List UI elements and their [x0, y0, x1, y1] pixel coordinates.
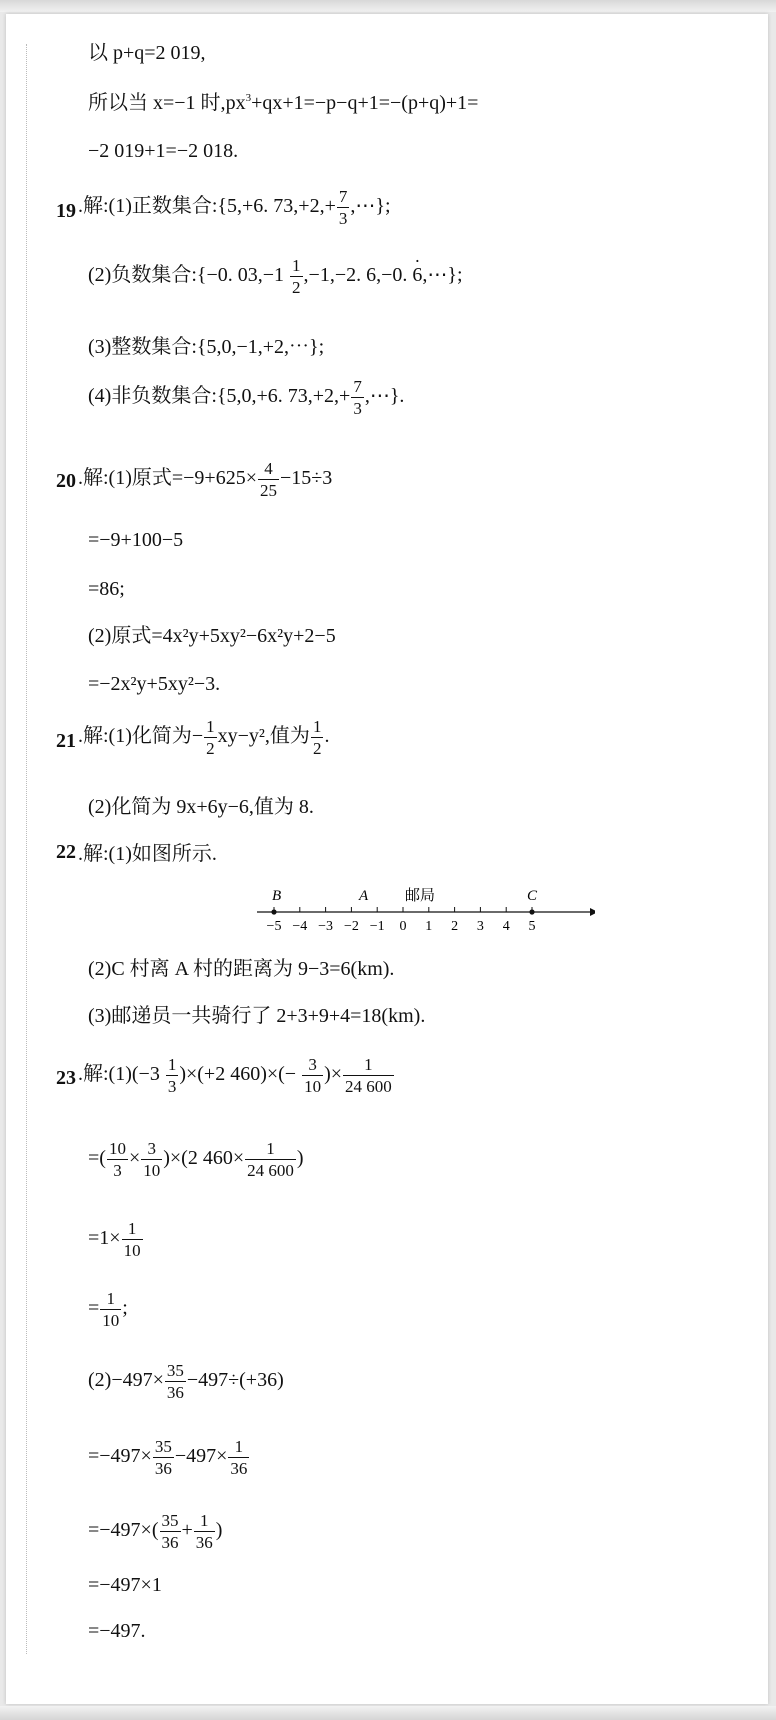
- q19-part3: (3)整数集合:{5,0,−1,+2,⋯};: [88, 336, 325, 358]
- text: −497×: [174, 1445, 228, 1468]
- q23-part2: [88, 1362, 284, 1401]
- q20-part2: (2)原式=4x²y+5xy²−6x²y+2−5: [88, 625, 336, 647]
- text: .: [324, 725, 330, 748]
- text: ;: [122, 1297, 128, 1320]
- text: +: [181, 1519, 193, 1542]
- denominator: 2: [292, 278, 301, 297]
- text: ×: [128, 1147, 141, 1170]
- denominator: 10: [102, 1311, 120, 1330]
- label-a: A: [359, 888, 369, 904]
- q22-part1: .解:(1)如图所示.: [78, 843, 217, 865]
- tick-label: −3: [318, 919, 334, 934]
- question-number: 22: [56, 841, 76, 863]
- text: =(: [88, 1147, 106, 1170]
- q23-step: [88, 1140, 304, 1179]
- tick-label: −4: [292, 919, 308, 934]
- numerator: 4: [258, 460, 279, 480]
- q20-step: =−9+100−5: [88, 529, 184, 551]
- fraction: [302, 1056, 323, 1095]
- denominator: 10: [123, 1241, 141, 1260]
- number-line: [255, 880, 595, 940]
- text: .解:(1)(−3: [78, 1063, 165, 1086]
- numerator: 1: [312, 717, 322, 736]
- fraction: [343, 1056, 394, 1095]
- fraction: [245, 1140, 296, 1179]
- tick-label: 2: [451, 919, 459, 934]
- q23-step: [88, 1220, 144, 1259]
- numerator: 35: [161, 1511, 179, 1530]
- numerator: 1: [206, 717, 215, 736]
- question-number: 20: [56, 470, 76, 492]
- text: =: [88, 1297, 100, 1320]
- numerator: 1: [228, 1438, 249, 1458]
- numerator: 10: [108, 1139, 126, 1158]
- denominator: 36: [154, 1459, 172, 1478]
- numerator: 7: [353, 377, 362, 396]
- text: )×(+2 460)×(−: [179, 1063, 302, 1086]
- line-result: −2 019+1=−2 018.: [88, 140, 239, 162]
- denominator: 3: [353, 399, 362, 418]
- denominator: 3: [338, 209, 348, 228]
- question-number: 19: [56, 200, 76, 222]
- text: )×(2 460×: [163, 1147, 245, 1170]
- denominator: 36: [161, 1533, 179, 1552]
- fraction: [153, 1438, 174, 1477]
- label-c: C: [527, 888, 538, 904]
- tick-label: 1: [425, 919, 433, 934]
- numerator: 1: [292, 256, 301, 275]
- q23-step: [88, 1438, 250, 1477]
- top-edge: [0, 0, 776, 12]
- text: −15÷3: [280, 467, 333, 490]
- q21-part2: (2)化简为 9x+6y−6,值为 8.: [88, 796, 314, 818]
- question-number: 21: [56, 730, 76, 752]
- point-b: [271, 909, 276, 914]
- denominator: 10: [143, 1161, 161, 1180]
- fraction: [258, 460, 279, 499]
- q22-part3: (3)邮递员一共骑行了 2+3+9+4=18(km).: [88, 1005, 426, 1027]
- fraction: [107, 1140, 128, 1179]
- question-number: 23: [56, 1067, 76, 1089]
- text: ): [215, 1519, 223, 1542]
- fraction: [160, 1512, 181, 1551]
- fraction: [311, 718, 324, 757]
- q19-part2: [88, 257, 463, 296]
- label-post-office: 邮局: [405, 888, 436, 904]
- text: x=−1 时,: [153, 92, 226, 114]
- tick-label: 0: [399, 919, 407, 934]
- denominator: 36: [230, 1459, 248, 1478]
- numerator: 1: [100, 1290, 121, 1310]
- point-c: [529, 909, 534, 914]
- denominator: 2: [312, 739, 322, 758]
- tick-label: 3: [476, 919, 484, 934]
- fraction: [228, 1438, 249, 1477]
- q20-step: =−2x²y+5xy²−3.: [88, 673, 221, 695]
- numerator: 3: [302, 1056, 323, 1076]
- tick-label: −5: [266, 919, 282, 934]
- text: ,⋯};: [422, 264, 463, 287]
- text: ,⋯};: [350, 195, 391, 218]
- numerator: 1: [167, 1055, 177, 1074]
- fraction: [204, 718, 217, 757]
- fraction: [166, 1056, 179, 1095]
- text: px: [225, 92, 246, 114]
- numerator: 7: [338, 187, 348, 206]
- line-substitution: 所以当 x=−1 时$,px^3+qx+1=-p-q+1=-(p+q)+1=$: [88, 92, 479, 114]
- numerator: 35: [166, 1361, 184, 1380]
- label-b: B: [272, 888, 282, 904]
- fraction: [194, 1512, 215, 1551]
- text: ,⋯}.: [364, 385, 405, 408]
- text: 所以当: [88, 92, 153, 114]
- denominator: 2: [206, 739, 215, 758]
- arrow-head: [590, 908, 595, 916]
- fraction: [165, 1362, 186, 1401]
- text: (2)−497×: [88, 1369, 164, 1392]
- numerator: 1: [343, 1056, 394, 1076]
- text: .解:(1)正数集合:{5,+6. 73,+2,+: [78, 195, 336, 218]
- numerator: 1: [194, 1512, 215, 1532]
- q19-part4: [88, 378, 404, 417]
- fraction: [141, 1140, 162, 1179]
- text: .解:(1)原式=−9+625×: [78, 467, 257, 490]
- line-pq: 以 p+q=2 019,: [88, 42, 206, 64]
- denominator: 36: [195, 1533, 213, 1552]
- q23-step: [88, 1290, 128, 1329]
- q20-part1: [78, 460, 332, 499]
- bottom-edge: [0, 1706, 776, 1720]
- fraction: [100, 1290, 121, 1329]
- text: ): [296, 1147, 304, 1170]
- text: =1×: [88, 1227, 121, 1250]
- q23-step: =−497×1: [88, 1574, 162, 1596]
- fraction: [337, 188, 350, 227]
- text: (4)非负数集合:{5,0,+6. 73,+2,+: [88, 385, 351, 408]
- denominator: 3: [167, 1077, 177, 1096]
- numerator: 35: [154, 1437, 172, 1456]
- margin-dotted-line: [26, 44, 27, 1654]
- fraction: [351, 378, 364, 417]
- text: ,−1,−2. 6,−0.: [303, 264, 413, 287]
- text: =−497×(: [88, 1519, 159, 1542]
- tick-label: −2: [343, 919, 359, 934]
- numerator: 3: [141, 1140, 162, 1160]
- q23-step: [88, 1512, 222, 1551]
- denominator: 36: [166, 1383, 184, 1402]
- repeating-digit: 6 ·: [412, 262, 422, 288]
- tick-label: 4: [502, 919, 510, 934]
- denominator: 24 600: [247, 1161, 294, 1180]
- q21-part1: [78, 718, 329, 757]
- text: +qx+1=−p−q+1=−(p+q)+1=: [251, 92, 479, 114]
- text: −497÷(+36): [186, 1369, 284, 1392]
- text: .解:(1)化简为−: [78, 725, 204, 748]
- q22-part2: (2)C 村离 A 村的距离为 9−3=6(km).: [88, 958, 395, 980]
- text: =−497×: [88, 1445, 152, 1468]
- text: )×: [324, 1063, 343, 1086]
- q23-step: =−497.: [88, 1620, 146, 1642]
- numerator: 1: [122, 1220, 143, 1240]
- q23-part1: [78, 1056, 395, 1095]
- text: (2)负数集合:{−0. 03,−1: [88, 264, 290, 287]
- denominator: 3: [113, 1161, 122, 1180]
- denominator: 10: [304, 1077, 322, 1096]
- q20-step: =86;: [88, 578, 125, 600]
- denominator: 24 600: [345, 1077, 392, 1096]
- q19-part1: [78, 188, 391, 227]
- fraction: [290, 257, 303, 296]
- tick-label: −1: [369, 919, 385, 934]
- text: xy−y²,值为: [217, 725, 310, 748]
- tick-label: 5: [528, 919, 536, 934]
- denominator: 25: [260, 481, 277, 500]
- fraction: [122, 1220, 143, 1259]
- numerator: 1: [245, 1140, 296, 1160]
